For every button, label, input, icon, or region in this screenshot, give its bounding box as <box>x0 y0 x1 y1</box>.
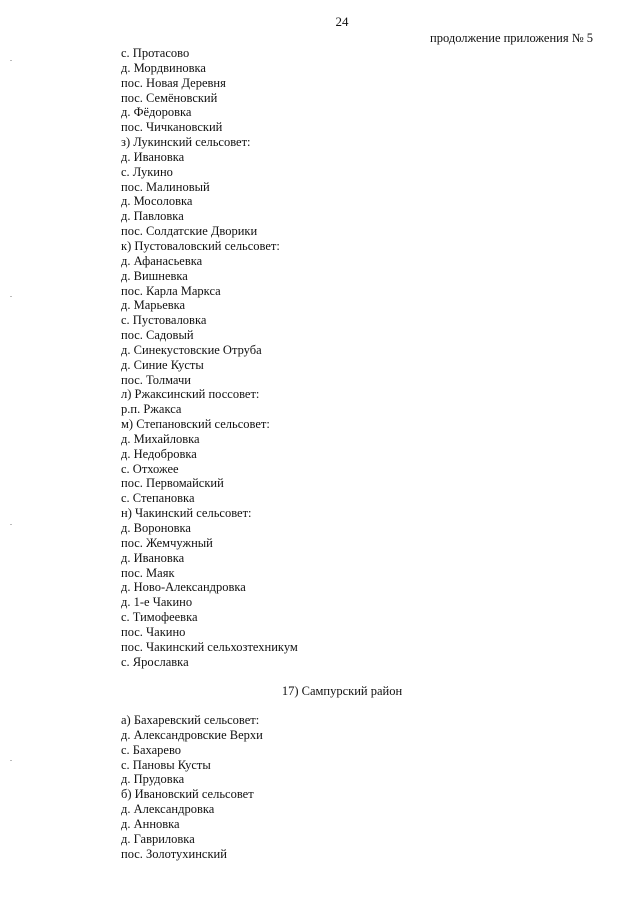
council-heading: б) Ивановский сельсовет <box>121 787 254 802</box>
council-heading: л) Ржаксинский поссовет: <box>121 387 260 402</box>
settlement-item: д. Афанасьевка <box>121 253 203 268</box>
council-heading: з) Лукинский сельсовет: <box>121 135 251 150</box>
settlement-item: д. Мордвиновка <box>121 60 206 75</box>
settlement-item: д. Синие Кусты <box>121 357 204 372</box>
scan-margin-mark <box>10 524 12 525</box>
settlement-item: с. Протасово <box>121 46 190 60</box>
settlement-item: пос. Маяк <box>121 565 175 580</box>
settlement-item: пос. Первомайский <box>121 476 224 491</box>
settlement-item: д. Ивановка <box>121 550 185 565</box>
scan-margin-mark <box>10 60 12 61</box>
scan-margin-mark <box>10 760 12 761</box>
settlement-item: пос. Чакино <box>121 624 186 639</box>
settlement-item: д. Анновка <box>121 816 180 831</box>
settlement-item: с. Тимофеевка <box>121 610 198 625</box>
appendix-continuation-note: продолжение приложения № 5 <box>430 31 593 45</box>
settlement-item: с. Степановка <box>121 491 195 506</box>
settlement-list-section-2 <box>121 713 263 861</box>
settlement-item: пос. Садовый <box>121 328 194 343</box>
settlement-item: д. Вороновка <box>121 521 191 535</box>
settlement-item: д. Марьевка <box>121 298 186 313</box>
settlement-item: д. Фёдоровка <box>121 105 192 120</box>
settlement-item: д. Ново-Александровка <box>121 580 246 595</box>
settlement-item: д. Недобровка <box>121 446 197 461</box>
settlement-item: с. Ярославка <box>121 654 189 669</box>
settlement-list-section-1 <box>121 46 298 669</box>
settlement-item: д. Прудовка <box>121 772 185 787</box>
settlement-item: д. Михайловка <box>121 431 200 446</box>
settlement-item: с. Пановы Кусты <box>121 757 211 772</box>
settlement-item: пос. Новая Деревня <box>121 75 226 90</box>
settlement-item: пос. Малиновый <box>121 179 210 194</box>
district-heading: 17) Сампурский район <box>281 684 403 698</box>
settlement-item: д. Синекустовские Отруба <box>121 342 262 357</box>
settlement-item: пос. Чакинский сельхозтехникум <box>121 639 298 654</box>
council-heading: н) Чакинский сельсовет: <box>121 506 252 521</box>
settlement-item: пос. Толмачи <box>121 372 191 387</box>
settlement-item: д. Александровские Верхи <box>121 727 263 742</box>
settlement-item: с. Пустоваловка <box>121 313 207 328</box>
council-heading: м) Степановский сельсовет: <box>121 417 270 432</box>
settlement-item: пос. Семёновский <box>121 90 218 105</box>
council-heading: а) Бахаревский сельсовет: <box>121 713 260 727</box>
settlement-item: д. Мосоловка <box>121 194 193 209</box>
settlement-item: пос. Карла Маркса <box>121 283 221 298</box>
settlement-item: с. Бахарево <box>121 742 182 757</box>
settlement-item: с. Лукино <box>121 164 173 179</box>
settlement-item: д. 1-е Чакино <box>121 595 193 610</box>
settlement-item: д. Павловка <box>121 209 184 224</box>
settlement-item: пос. Чичкановский <box>121 120 223 135</box>
settlement-item: пос. Солдатские Дворики <box>121 224 258 239</box>
settlement-item: д. Гавриловка <box>121 831 195 846</box>
scan-margin-mark <box>10 296 12 297</box>
settlement-item: пос. Золотухинский <box>121 846 227 861</box>
page-number: 24 <box>335 14 349 29</box>
settlement-item: с. Отхожее <box>121 461 179 476</box>
settlement-item: пос. Жемчужный <box>121 535 213 550</box>
settlement-item: д. Александровка <box>121 802 215 817</box>
settlement-item: д. Вишневка <box>121 268 188 283</box>
settlement-item: р.п. Ржакса <box>121 402 182 417</box>
council-heading: к) Пустоваловский сельсовет: <box>121 238 280 253</box>
settlement-item: д. Ивановка <box>121 149 185 164</box>
